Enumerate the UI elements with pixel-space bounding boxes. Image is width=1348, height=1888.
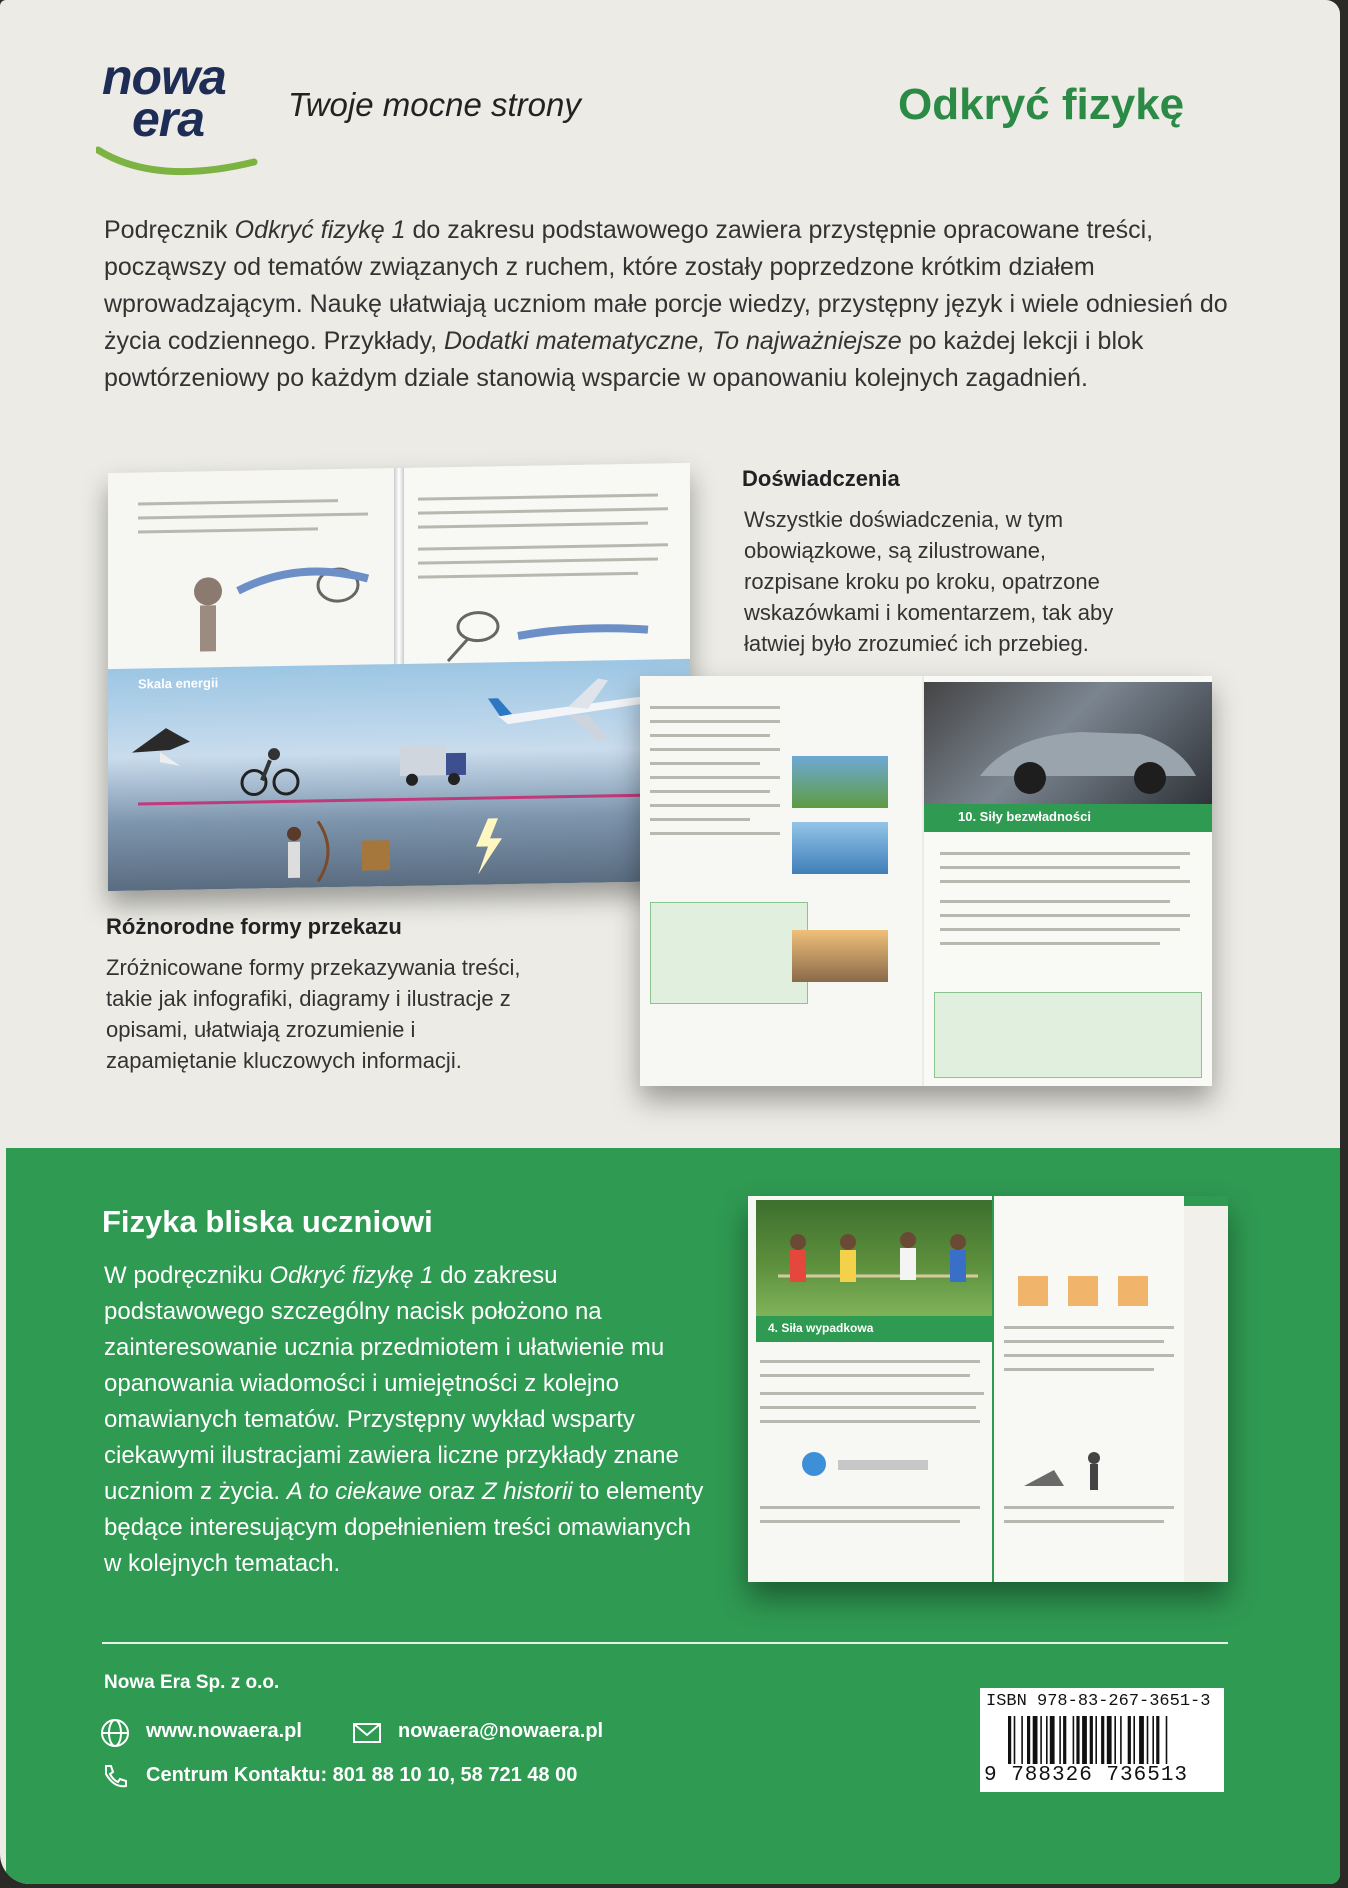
dog-walker-icon [1014,1446,1134,1496]
energy-scale-heading: Skala energii [138,675,219,692]
book-title: Odkryć fizykę [898,80,1185,129]
forms-text: Zróżnicowane formy przekazywania treści, takie jak infografiki, diagramy i ilustracje z opisami, ułatwiają zrozumienie i zapamiętanie kluczowych informacji. [106,955,521,1073]
book-mockup-energy [108,463,690,891]
green-section-heading: Fizyka bliska uczniowi [102,1204,433,1239]
email-link[interactable]: nowaera@nowaera.pl [398,1720,604,1742]
contact-center: Centrum Kontaktu: 801 88 10 10, 58 721 48 00 [146,1764,578,1786]
logo-swoosh-icon [96,144,266,184]
experiment-box [650,902,808,1004]
balloon-rope-icon [798,1446,938,1496]
thumb-cyclist-1 [792,756,888,808]
thumb-sunset [792,930,888,982]
mockup-page-extra [1184,1206,1228,1582]
envelope-icon [352,1718,382,1748]
intro-extras: Dodatki matematyczne, To najważniejsze [443,327,902,355]
chapter-title: 10. Siły bezwładności [958,809,1091,824]
example-box [934,992,1202,1078]
tennis-figure-icon [168,548,388,662]
cyclist-icon [240,746,300,797]
intro-text-2: do zakresu podstawowego zawiera przystępnie opracowane treści, począwszy od tematów związanych z ruchem, które zostały poprzedzone krótkim działem wprowadzającym. Naukę ułatwiają uczniom małe porcje wiedzy, przystępny język i wiele odniesień do życia codziennego. Przykłady, [104,216,1228,355]
chapter-header [924,804,1212,832]
intro-book-title: Odkryć fizykę 1 [234,216,406,244]
tagline: Twoje mocne strony [288,86,581,123]
website-link[interactable]: www.nowaera.pl [146,1720,302,1742]
intro-text-3: po każdej lekcji i blok powtórzeniowy po każdym dziale stanowią wsparcie w opanowaniu kolejnych zagadnień. [104,327,1144,392]
chapter-title: 4. Siła wypadkowa [768,1321,874,1335]
truck-icon [398,737,468,788]
publisher-name: Nowa Era Sp. z o.o. [104,1672,280,1693]
isbn-digits: 9 788326 736513 [984,1764,1189,1787]
forms-heading: Różnorodne formy przekazu [106,914,402,939]
tug-of-war-icon [768,1220,988,1310]
chapter-header [756,1316,992,1342]
bird-icon [130,721,200,772]
barcode-icon [1008,1716,1204,1764]
green-text-3: oraz [421,1478,482,1505]
green-text-4: to elementy będące interesującym dopełnieniem treści omawianych w kolejnych tematach. [104,1478,704,1577]
phone-icon [100,1762,130,1792]
isbn-number: ISBN 978-83-267-3651-3 [986,1692,1211,1711]
isbn-barcode-label [980,1688,1224,1792]
car-icon [970,716,1200,796]
logo-word-nowa: nowa [102,49,226,105]
lightning-icon [458,816,518,877]
intro-paragraph [104,212,1234,397]
balloon-icon [356,828,396,879]
logo-word-era: era [132,91,205,147]
footer-divider [102,1642,1228,1644]
green-z-historii: Z historii [481,1478,573,1505]
experiments-text: Wszystkie doświadczenia, w tym obowiązkowe, są zilustrowane, rozpisane kroku po kroku, opatrzone wskazówkami i komentarzem, tak aby łatwiej było zrozumieć ich przebieg. [744,507,1114,656]
archer-icon [268,817,338,888]
book-mockup-inertia [640,676,1212,1086]
green-section-paragraph [104,1258,704,1582]
green-text-1: W podręczniku [104,1262,270,1289]
nowa-era-logo [96,48,266,172]
book-mockup-resultant-force [748,1196,1228,1582]
intro-text-1: Podręcznik [104,216,235,244]
mockup-page-left [640,676,922,1086]
thumb-cyclist-2 [792,822,888,874]
green-text-2: do zakresu podstawowego szczególny nacisk położono na zainteresowanie ucznia przedmiotem i ułatwienie mu opanowania wiadomości i umiejętności z kolejno omawianych tematów. Przystępny wykład wsparty ciekawymi ilustracjami zawiera liczne przykłady znane uczniom z życia. [104,1262,679,1505]
mockup-page-right [994,1196,1184,1582]
green-a-to-ciekawe: A to ciekawe [286,1478,422,1505]
globe-icon [100,1718,130,1748]
experiments-heading: Doświadczenia [742,466,900,491]
green-book-title: Odkryć fizykę 1 [269,1262,434,1289]
force-diagram-icon [1008,1256,1176,1316]
racket-icon [428,603,668,667]
